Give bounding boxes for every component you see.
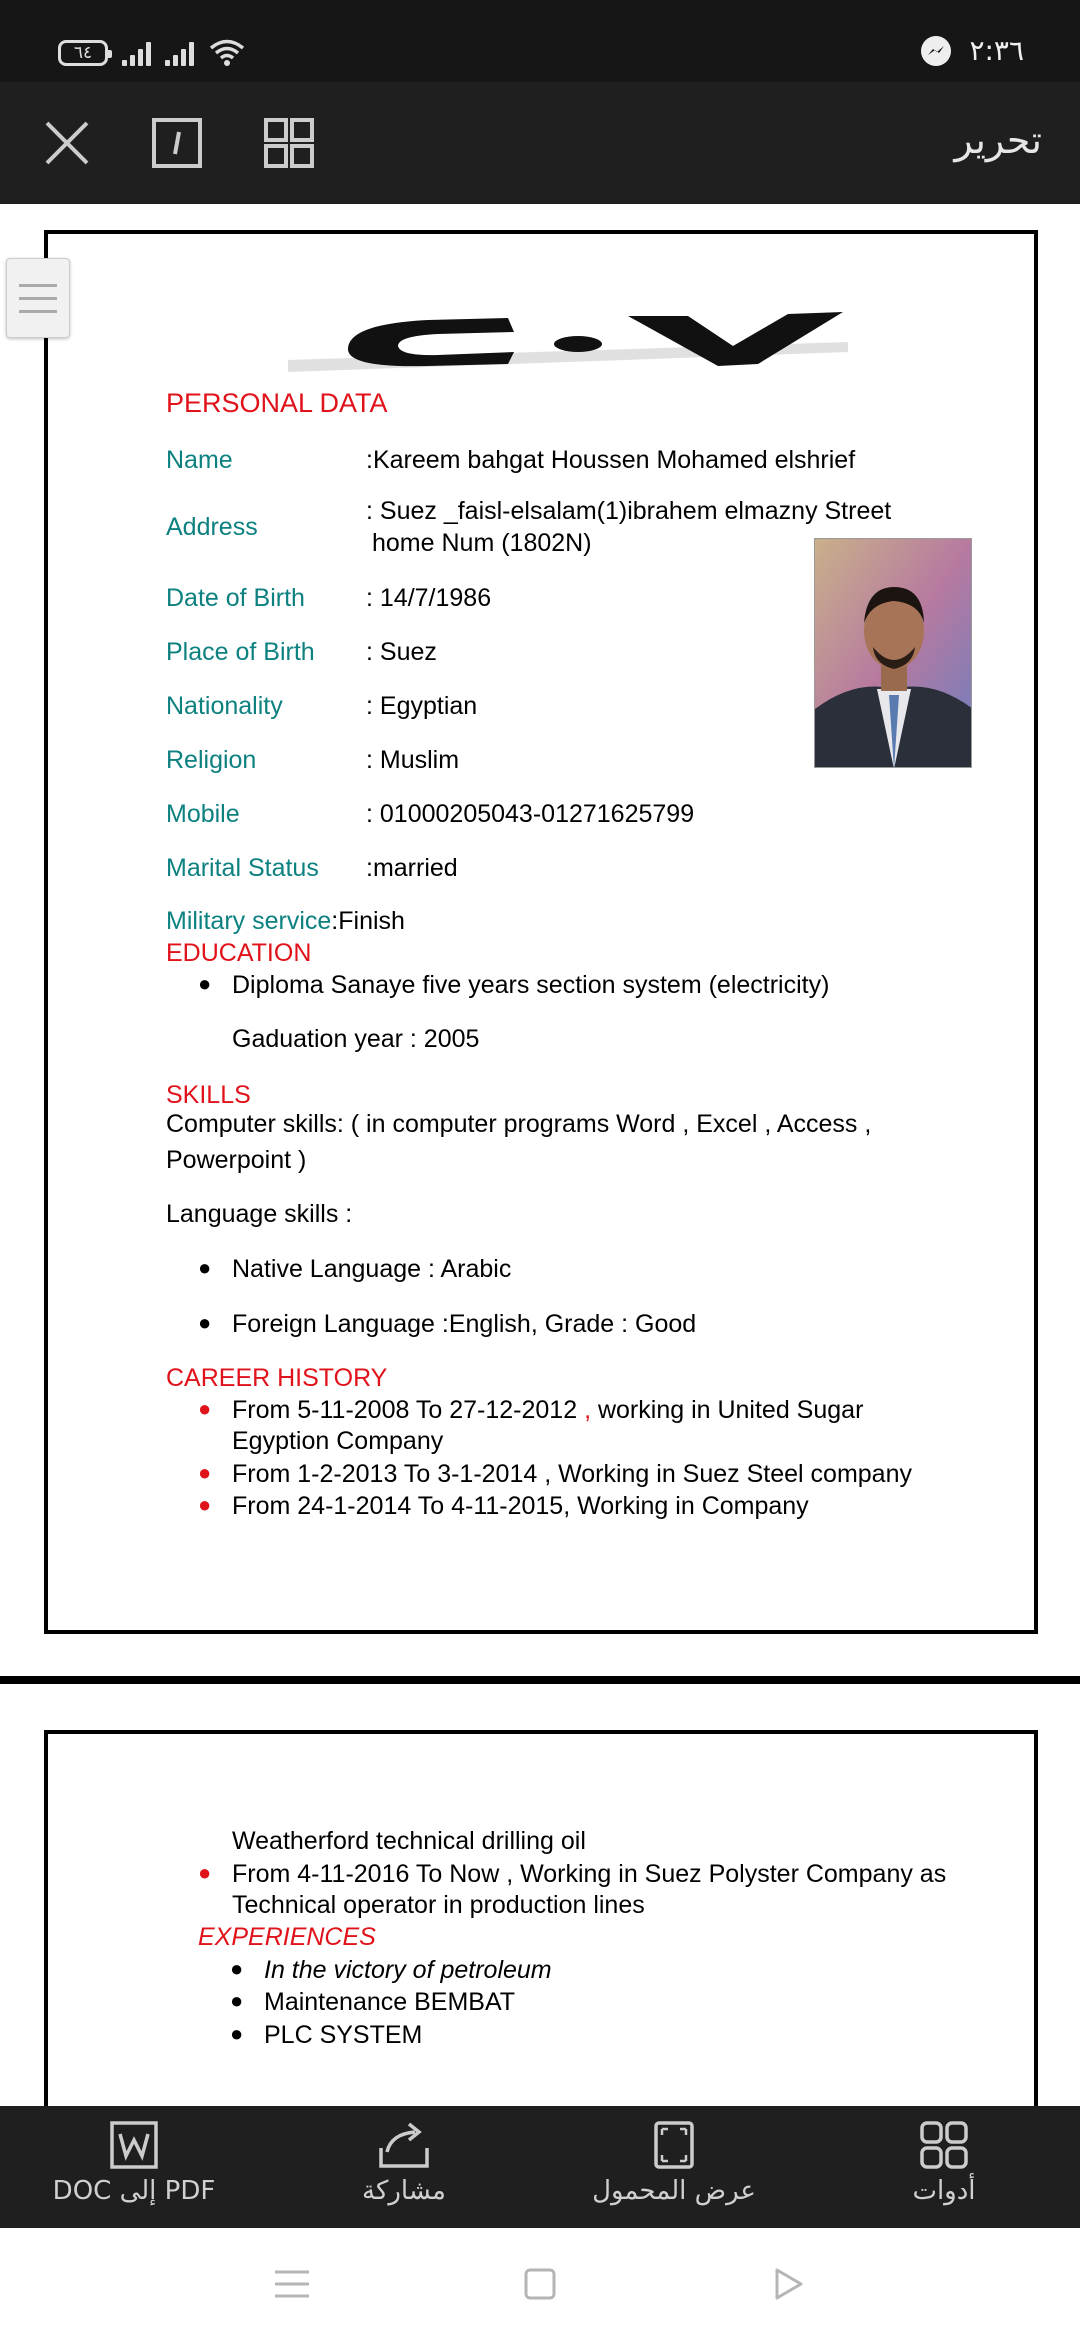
skills-heading: SKILLS <box>166 1081 251 1109</box>
bullet-icon: ● <box>198 1860 212 1885</box>
language-item: Foreign Language :English, Grade : Good <box>232 1310 697 1338</box>
cv-logo-text: C.V <box>288 306 290 307</box>
battery-level: ٦٤ <box>73 43 93 63</box>
pdf-to-doc-label: DOC إلى PDF <box>52 2176 216 2206</box>
computer-skills-line2: Powerpoint ) <box>166 1146 307 1174</box>
mobile-value: : 01000205043-01271625799 <box>366 800 695 828</box>
address-value: : Suez _faisl-elsalam(1)ibrahem elmazny Street <box>366 497 892 525</box>
share-button[interactable] <box>304 2120 504 2206</box>
marital-value: :married <box>366 854 458 882</box>
experience-item: Maintenance BEMBAT <box>264 1988 516 2016</box>
military-label-text: Military service <box>166 907 332 935</box>
tools-icon <box>919 2120 969 2170</box>
home-nav-icon[interactable] <box>514 2258 566 2310</box>
bullet-icon: ● <box>198 1492 212 1517</box>
language-item: Native Language : Arabic <box>232 1255 512 1283</box>
career-item: From 24-1-2014 To 4-11-2015, Working in Company <box>232 1492 809 1520</box>
side-menu-handle[interactable] <box>6 258 70 338</box>
dob-value: : 14/7/1986 <box>366 584 492 612</box>
cursor-text-icon[interactable] <box>146 112 208 174</box>
bullet-icon: ● <box>230 2021 244 2046</box>
career-item-comma: , <box>584 1396 592 1424</box>
pob-label: Place of Birth <box>166 638 315 666</box>
tools-button[interactable] <box>844 2120 1044 2206</box>
bullet-icon: ● <box>198 971 212 996</box>
document-viewer[interactable] <box>0 204 1080 2106</box>
bullet-icon: ● <box>230 1988 244 2013</box>
nationality-label: Nationality <box>166 692 283 720</box>
career-item-text-2: working in United Sugar <box>591 1396 864 1424</box>
military-value: :Finish <box>331 907 405 935</box>
bottom-toolbar <box>0 2106 1080 2228</box>
graduation-year: Gaduation year : 2005 <box>232 1025 480 1053</box>
messenger-icon <box>921 36 951 66</box>
profile-photo <box>814 538 972 768</box>
career-item: From 1-2-2013 To 3-1-2014 , Working in Suez Steel company <box>232 1460 912 1488</box>
document-page-2 <box>44 1730 1038 2106</box>
share-icon <box>377 2120 431 2170</box>
close-icon[interactable] <box>36 112 98 174</box>
career-continued: Weatherford technical drilling oil <box>232 1827 586 1855</box>
signal-icon <box>122 40 151 66</box>
tools-label: أدوات <box>912 2176 976 2206</box>
signal-icon-2 <box>165 40 194 66</box>
cv-logo <box>288 306 848 376</box>
marital-label: Marital Status <box>166 854 319 882</box>
pob-value: : Suez <box>366 638 437 666</box>
experience-item: PLC SYSTEM <box>264 2021 423 2049</box>
mobile-view-label: عرض المحمول <box>592 2176 756 2206</box>
nationality-value: : Egyptian <box>366 692 478 720</box>
address-value-line2: home Num (1802N) <box>372 529 592 557</box>
menu-nav-icon[interactable] <box>266 2258 318 2310</box>
name-label: Name <box>166 446 233 474</box>
mobile-label: Mobile <box>166 800 240 828</box>
religion-label: Religion <box>166 746 257 774</box>
career-item-line2: Technical operator in production lines <box>232 1891 645 1919</box>
career-item-line2: Egyption Company <box>232 1427 444 1455</box>
edit-button[interactable]: تحرير <box>954 118 1042 162</box>
bullet-icon: ● <box>198 1310 212 1335</box>
bullet-icon: ● <box>230 1956 244 1981</box>
experience-item: In the victory of petroleum <box>264 1956 552 1984</box>
dob-label: Date of Birth <box>166 584 305 612</box>
mobile-view-icon <box>652 2120 696 2170</box>
address-label: Address <box>166 513 258 541</box>
battery-icon <box>58 40 108 66</box>
system-nav-bar <box>0 2228 1080 2340</box>
document-page-1 <box>44 230 1038 1634</box>
bullet-icon: ● <box>198 1396 212 1421</box>
personal-data-heading: PERSONAL DATA <box>166 388 388 418</box>
page-separator <box>0 1676 1080 1684</box>
computer-skills-line1: Computer skills: ( in computer programs Word , Excel , Access , <box>166 1110 872 1138</box>
career-item: From 4-11-2016 To Now , Working in Suez Polyster Company as <box>232 1860 947 1888</box>
experiences-heading: EXPERIENCES <box>198 1923 376 1951</box>
wifi-icon <box>208 38 246 68</box>
top-toolbar <box>0 82 1080 204</box>
back-nav-icon[interactable] <box>762 2258 814 2310</box>
name-value: :Kareem bahgat Houssen Mohamed elshrief <box>366 446 856 474</box>
language-skills-label: Language skills : <box>166 1200 353 1228</box>
word-icon <box>109 2120 159 2170</box>
pdf-to-doc-button[interactable] <box>34 2120 234 2206</box>
military-label <box>166 906 405 936</box>
education-item: Diploma Sanaye five years section system (electricity) <box>232 971 830 999</box>
religion-value: : Muslim <box>366 746 460 774</box>
mobile-view-button[interactable] <box>574 2120 774 2206</box>
clock: ٢:٣٦ <box>969 34 1024 67</box>
career-item-text: From 5-11-2008 To 27-12-2012 <box>232 1396 585 1424</box>
bullet-icon: ● <box>198 1255 212 1280</box>
career-item <box>232 1395 863 1425</box>
career-heading: CAREER HISTORY <box>166 1364 388 1392</box>
status-bar <box>0 0 1080 82</box>
education-heading: EDUCATION <box>166 939 312 967</box>
share-label: مشاركة <box>362 2176 446 2206</box>
bullet-icon: ● <box>198 1460 212 1485</box>
grid-view-icon[interactable] <box>258 112 320 174</box>
